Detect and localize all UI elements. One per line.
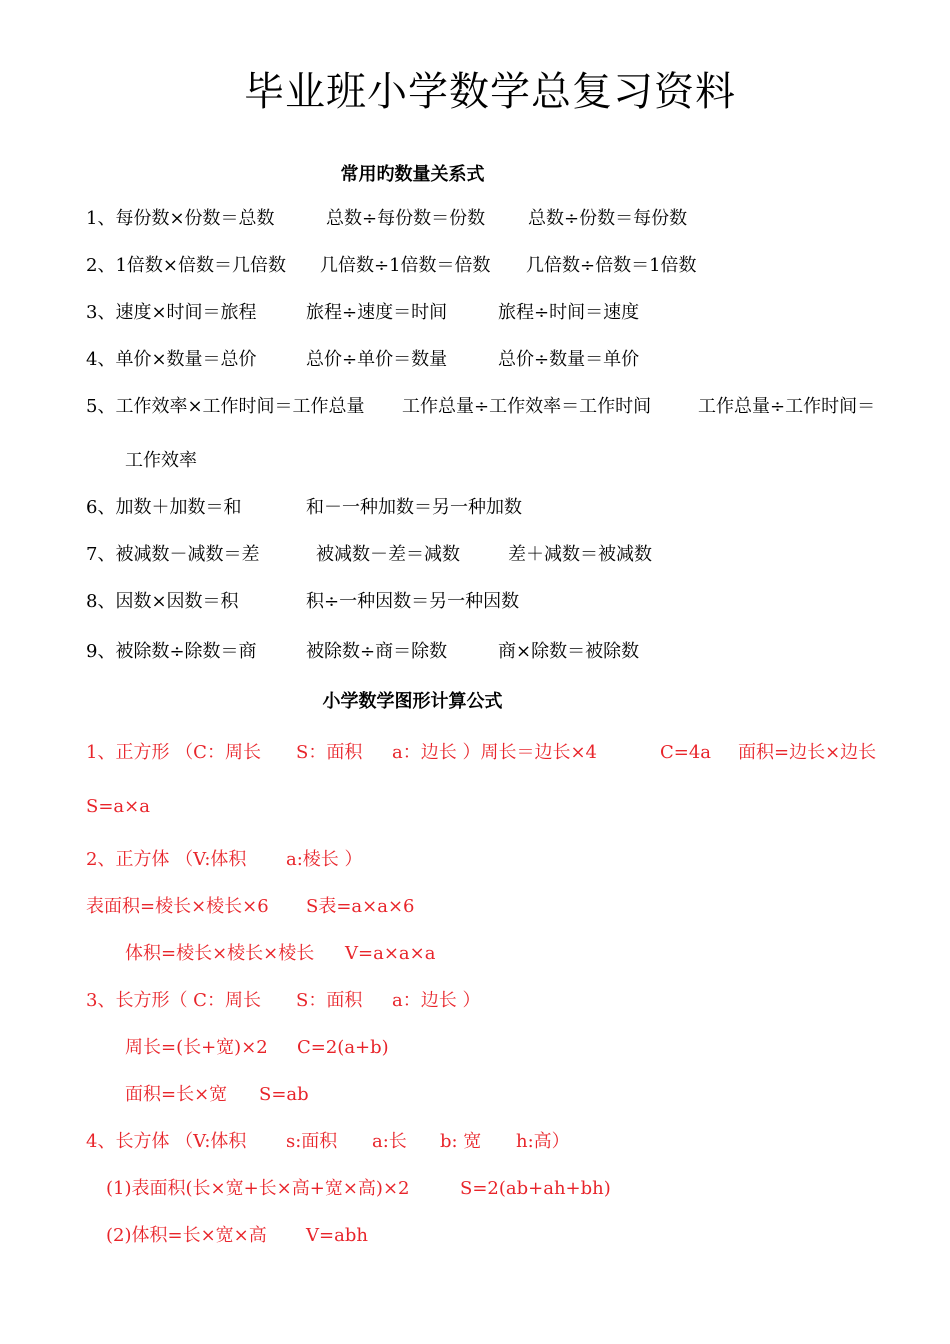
formula-segment: 几倍数÷倍数＝1倍数 xyxy=(526,255,697,276)
formula-segment: 工作总量÷工作效率＝工作时间 xyxy=(402,396,652,417)
formula-segment: 4、长方体 （V:体积 xyxy=(86,1131,247,1152)
formula-segment: C=4a xyxy=(660,742,712,763)
formula-segment: b: 宽 xyxy=(440,1131,482,1152)
formula-segment: 几倍数÷1倍数＝倍数 xyxy=(320,255,491,276)
formula-segment: S=a×a xyxy=(86,796,150,817)
formula-segment: 总价÷单价＝数量 xyxy=(306,349,448,370)
formula-segment: S：面积 xyxy=(296,742,363,763)
formula-segment: 2、正方体 （V:体积 xyxy=(86,849,247,870)
formula-segment: a：边长 ） xyxy=(392,990,481,1011)
formula-segment: 4、单价×数量＝总价 xyxy=(86,349,257,370)
formula-segment: 商×除数＝被除数 xyxy=(498,641,640,662)
formula-segment: 工作总量÷工作时间＝ xyxy=(698,396,876,417)
formula-segment: 5、工作效率×工作时间＝工作总量 xyxy=(86,396,365,417)
formula-segment: a:长 xyxy=(372,1131,407,1152)
formula-segment: 9、被除数÷除数＝商 xyxy=(86,641,257,662)
section-heading-quantity-relations: 常用旳数量关系式 xyxy=(340,164,485,185)
formula-segment: (1)表面积(长×宽+长×高+宽×高)×2 xyxy=(106,1178,410,1199)
formula-segment: V=abh xyxy=(306,1225,368,1246)
formula-segment: (2)体积=长×宽×高 xyxy=(106,1225,267,1246)
formula-segment: 工作效率 xyxy=(125,450,197,471)
formula-segment: h:高） xyxy=(516,1131,570,1152)
formula-segment: 被减数－差＝减数 xyxy=(316,544,460,565)
formula-segment: a:棱长 ） xyxy=(286,849,363,870)
formula-segment: 1、正方形 （C：周长 xyxy=(86,742,261,763)
formula-segment: 总价÷数量＝单价 xyxy=(498,349,640,370)
formula-segment: 1、每份数×份数＝总数 xyxy=(86,208,275,229)
formula-segment: 面积=边长×边长 xyxy=(738,742,877,763)
formula-segment: 6、加数＋加数＝和 xyxy=(86,497,242,518)
formula-segment: C=2(a+b) xyxy=(297,1037,389,1058)
formula-segment: S=ab xyxy=(259,1084,309,1105)
formula-segment: 3、速度×时间＝旅程 xyxy=(86,302,257,323)
formula-segment: 总数÷份数＝每份数 xyxy=(528,208,688,229)
formula-segment: S=2(ab+ah+bh) xyxy=(460,1178,611,1199)
formula-segment: 被除数÷商＝除数 xyxy=(306,641,448,662)
formula-segment: 3、长方形（ C：周长 xyxy=(86,990,261,1011)
formula-segment: 周长=(长+宽)×2 xyxy=(125,1037,268,1058)
formula-segment: 7、被减数－减数＝差 xyxy=(86,544,260,565)
formula-segment: S表=a×a×6 xyxy=(306,896,415,917)
formula-segment: a：边长 ）周长＝边长×4 xyxy=(392,742,597,763)
formula-segment: 面积=长×宽 xyxy=(125,1084,228,1105)
formula-segment: 和－一种加数＝另一种加数 xyxy=(306,497,522,518)
formula-segment: 8、因数×因数＝积 xyxy=(86,591,239,612)
formula-segment: 旅程÷时间＝速度 xyxy=(498,302,640,323)
section-heading-geometry-formulas: 小学数学图形计算公式 xyxy=(322,691,503,712)
formula-segment: s:面积 xyxy=(286,1131,338,1152)
formula-segment: 旅程÷速度＝时间 xyxy=(306,302,448,323)
formula-segment: 体积=棱长×棱长×棱长 xyxy=(125,943,315,964)
document-title: 毕业班小学数学总复习资料 xyxy=(244,69,736,115)
formula-segment: V=a×a×a xyxy=(345,943,436,964)
formula-segment: 差＋减数＝被减数 xyxy=(508,544,652,565)
formula-segment: 表面积=棱长×棱长×6 xyxy=(86,896,269,917)
formula-segment: 积÷一种因数＝另一种因数 xyxy=(306,591,520,612)
formula-segment: 总数÷每份数＝份数 xyxy=(326,208,486,229)
formula-segment: 2、1倍数×倍数＝几倍数 xyxy=(86,255,286,276)
formula-segment: S：面积 xyxy=(296,990,363,1011)
